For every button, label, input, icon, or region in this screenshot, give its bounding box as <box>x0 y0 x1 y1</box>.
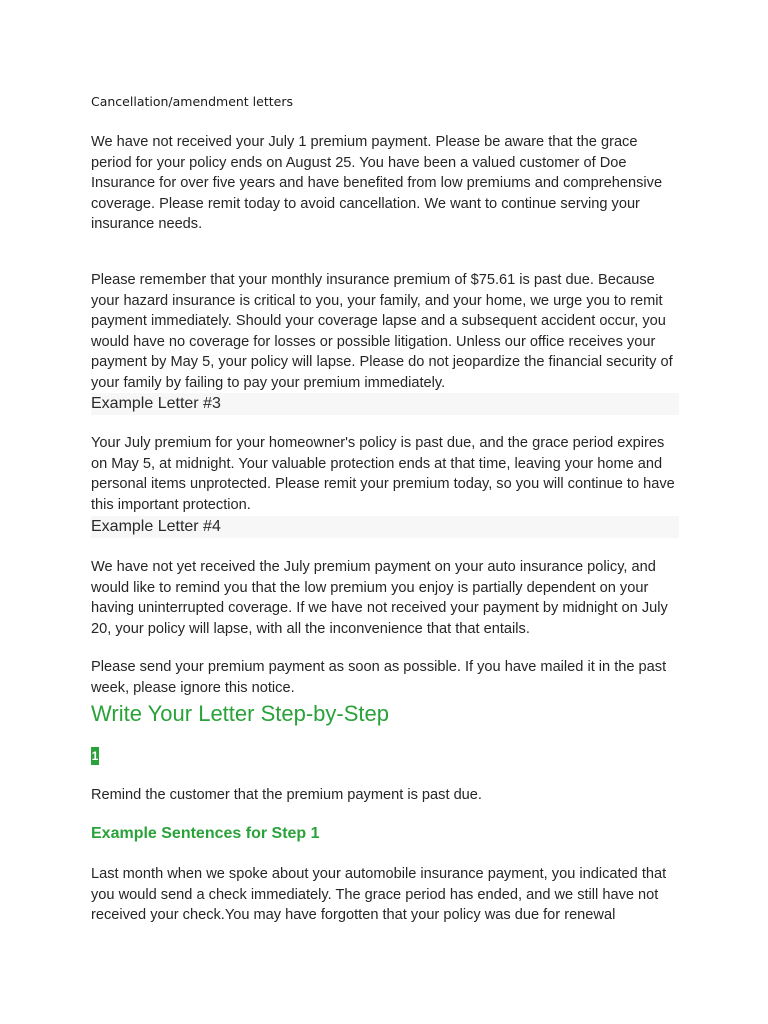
letter-paragraph-1: We have not received your July 1 premium payment. Please be aware that the grace period for your policy ends on August 25. You have been a valued customer of Doe Insurance for over five years and have benefited from low premiums and comprehensive coverage. Please remit today to avoid cancellation. We want to continue serving your insurance needs. <box>91 134 663 233</box>
section-title: Write Your Letter Step-by-Step <box>91 701 389 726</box>
example-sentences-heading: Example Sentences for Step 1 <box>91 825 320 842</box>
step-1-text: Remind the customer that the premium payment is past due. <box>91 787 482 803</box>
letter-paragraph-3: Your July premium for your homeowner's policy is past due, and the grace period expires on May 5, at midnight. Your valuable protection ends at that time, leaving your home and personal items unprotected. Please remit your premium today, so you will continue to have this important protection. <box>91 435 675 513</box>
example-letter-4-heading: Example Letter #4 <box>91 516 679 538</box>
step-number-badge: 1 <box>91 749 99 763</box>
letter-paragraph-5: Please send your premium payment as soon as possible. If you have mailed it in the past week, please ignore this notice. <box>91 659 667 696</box>
letter-paragraph-4: We have not yet received the July premium payment on your auto insurance policy, and would like to remind you that the low premium you enjoy is partially dependent on your having uninterrupted coverage. If we have not received your payment by midnight on July 20, your policy will lapse, with all the inconvenience that that entails. <box>91 559 668 637</box>
example-letter-3-heading: Example Letter #3 <box>91 393 679 415</box>
letter-paragraph-6: Last month when we spoke about your automobile insurance payment, you indicated that you would send a check immediately. The grace period has ended, and we still have not received your check.You may have forgotten that your policy was due for renewal <box>91 866 667 924</box>
letter-paragraph-2: Please remember that your monthly insurance premium of $75.61 is past due. Because your hazard insurance is critical to you, your family, and your home, we urge you to remit payment immediately. Should your coverage lapse and a subsequent accident occur, you would have no coverage for losses or possible litigation. Unless our office receives your payment by May 5, your policy will lapse. Please do not jeopardize the financial security of your family by failing to pay your premium immediately. <box>91 272 673 391</box>
document-title: Cancellation/amendment letters <box>91 94 293 109</box>
